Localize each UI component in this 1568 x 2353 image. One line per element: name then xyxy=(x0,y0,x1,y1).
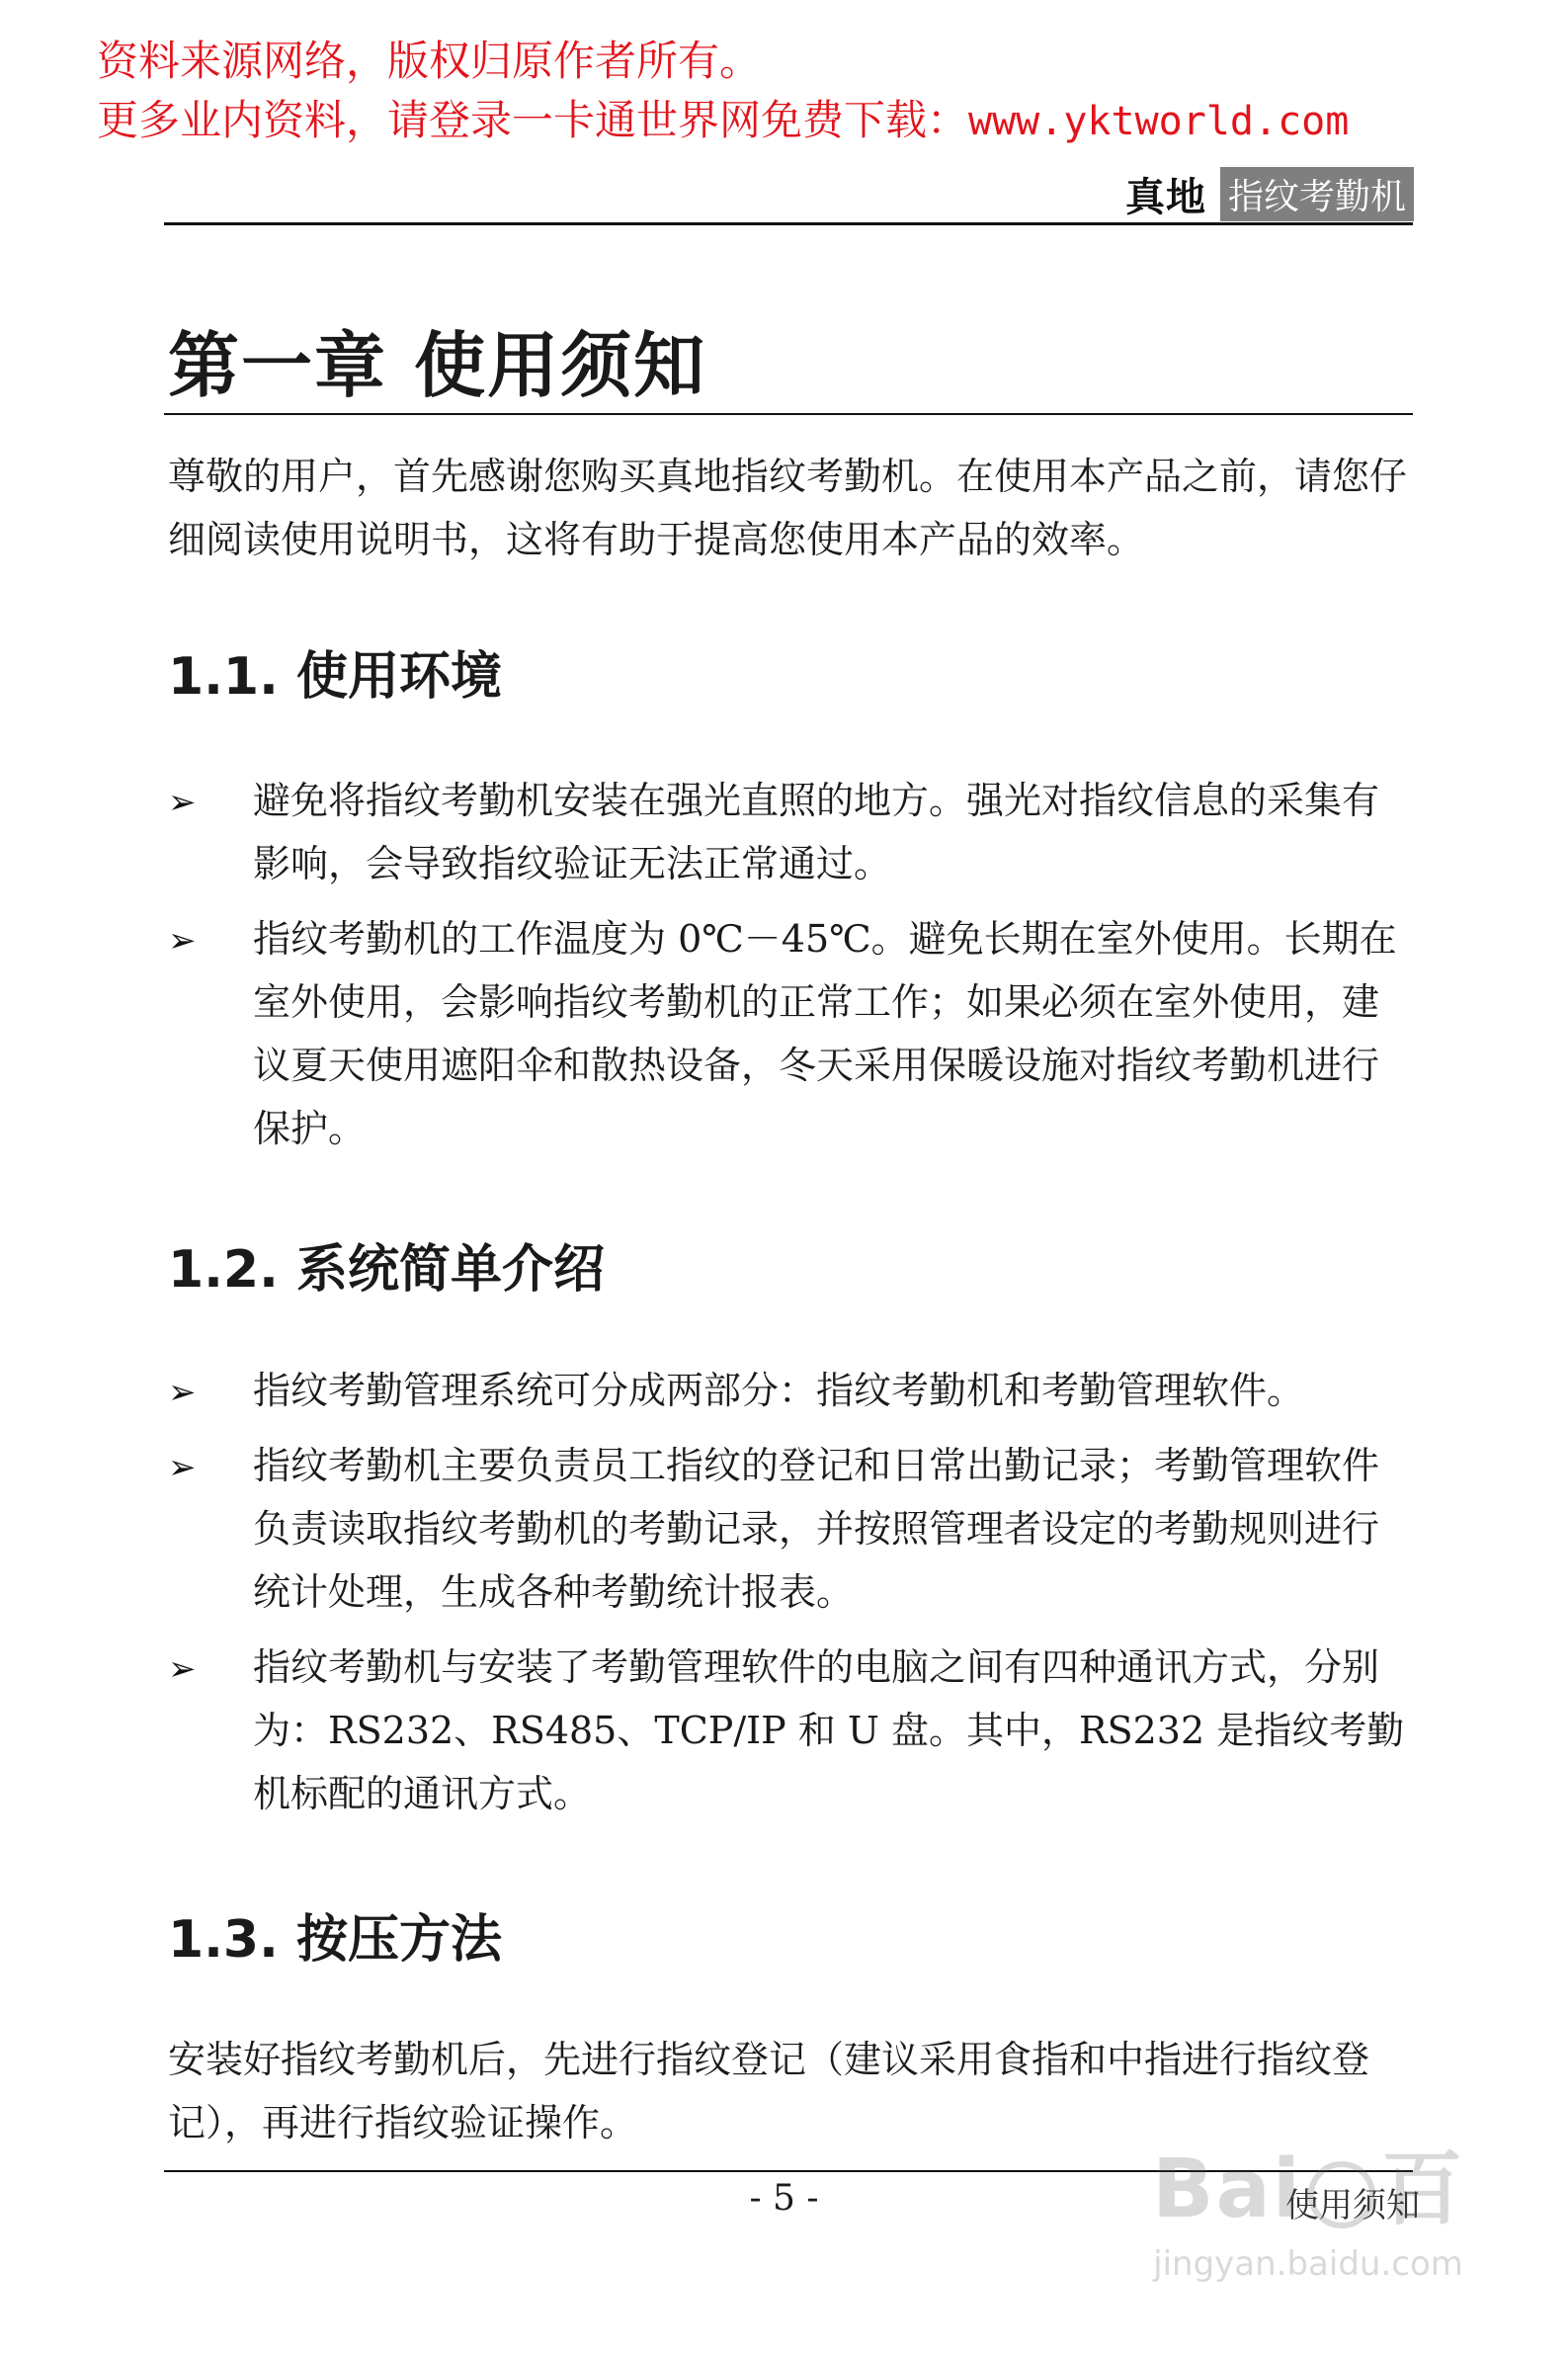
chapter-intro: 尊敬的用户，首先感谢您购买真地指纹考勤机。在使用本产品之前，请您仔细阅读使用说明书，这将有助于提高您使用本产品的效率。 xyxy=(168,455,1408,561)
baidu-watermark xyxy=(1152,2125,1464,2284)
list-item-text: 指纹考勤机与安装了考勤管理软件的电脑之间有四种通讯方式，分别为：RS232、RS485、TCP/IP 和 U 盘。其中，RS232 是指纹考勤机标配的通讯方式。 xyxy=(253,1645,1405,1815)
bullet-arrow-icon: ➢ xyxy=(168,1649,197,1689)
environment-list xyxy=(168,769,1415,1172)
bullet-arrow-icon: ➢ xyxy=(168,1448,197,1487)
page-header-brand xyxy=(1125,166,1414,222)
header-divider xyxy=(164,222,1413,225)
list-item xyxy=(168,769,1415,895)
chapter-title: 第一章 使用须知 xyxy=(168,324,707,407)
download-notice xyxy=(97,95,1349,147)
list-item xyxy=(168,907,1415,1160)
paw-icon xyxy=(1308,2161,1375,2228)
list-item xyxy=(168,1434,1415,1624)
section-title-system-intro: 1.2. 系统简单介绍 xyxy=(168,1240,605,1300)
list-item-text: 指纹考勤管理系统可分成两部分：指纹考勤机和考勤管理软件。 xyxy=(253,1369,1305,1412)
list-item-text: 避免将指纹考勤机安装在强光直照的地方。强光对指纹信息的采集有影响，会导致指纹验证无法正常通过。 xyxy=(253,779,1380,885)
list-item-text: 指纹考勤机的工作温度为 0℃－45℃。避免长期在室外使用。长期在室外使用，会影响指纹考勤机的正常工作；如果必须在室外使用，建议夏天使用遮阳伞和散热设备，冬天采用保暖设施对指纹考勤机进行保护。 xyxy=(253,917,1397,1150)
bullet-arrow-icon: ➢ xyxy=(168,921,197,961)
list-item xyxy=(168,1636,1415,1825)
page-number: - 5 - xyxy=(749,2178,819,2219)
press-method-paragraph: 安装好指纹考勤机后，先进行指纹登记（建议采用食指和中指进行指纹登记），再进行指纹验证操作。 xyxy=(168,2038,1370,2144)
copyright-notice: 资料来源网络，版权归原作者所有。 xyxy=(97,37,762,85)
watermark-url: jingyan.baidu.com xyxy=(1153,2244,1463,2284)
footer-chapter-name: 使用须知 xyxy=(1285,2186,1420,2226)
bullet-arrow-icon: ➢ xyxy=(168,783,197,822)
chapter-divider xyxy=(164,413,1413,415)
product-tag: 指纹考勤机 xyxy=(1220,167,1414,221)
section-title-press-method: 1.3. 按压方法 xyxy=(168,1910,502,1970)
section-title-environment: 1.1. 使用环境 xyxy=(168,647,502,707)
download-url-link[interactable]: www.yktworld.com xyxy=(968,99,1350,144)
system-intro-list xyxy=(168,1359,1415,1837)
download-notice-text: 更多业内资料，请登录一卡通世界网免费下载： xyxy=(97,96,969,144)
brand-logo: 真地 xyxy=(1124,175,1206,220)
watermark-logo: Bai 百 xyxy=(1152,2143,1464,2236)
list-item xyxy=(168,1359,1415,1422)
list-item-text: 指纹考勤机主要负责员工指纹的登记和日常出勤记录；考勤管理软件负责读取指纹考勤机的考勤记录，并按照管理者设定的考勤规则进行统计处理，生成各种考勤统计报表。 xyxy=(253,1444,1380,1614)
bullet-arrow-icon: ➢ xyxy=(168,1373,197,1412)
